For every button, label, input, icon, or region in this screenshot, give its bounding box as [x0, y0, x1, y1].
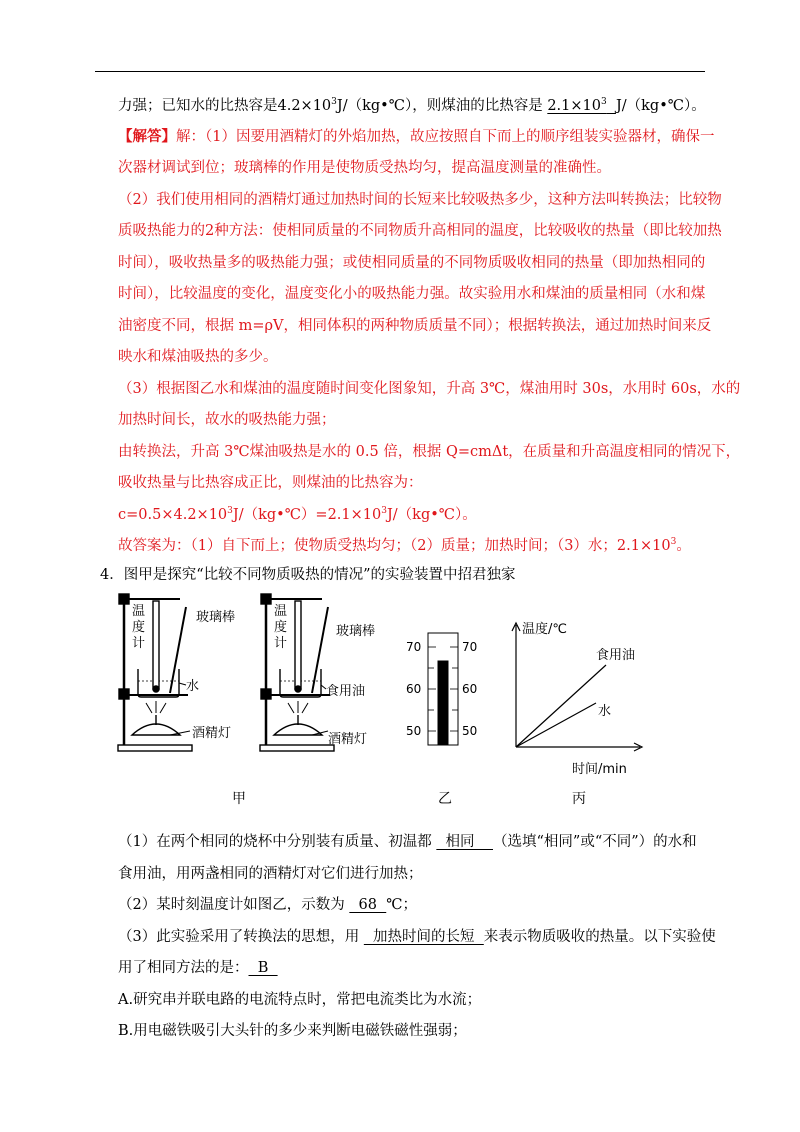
thermo-label-char: 温: [132, 604, 146, 619]
answer-blank: B: [248, 960, 278, 976]
thermo-label-char: 计: [274, 636, 288, 651]
answer-blank: 相同: [436, 834, 493, 850]
solution-line: 加热时间长，故水的吸热能力强；: [118, 412, 336, 428]
alcohol-lamp: [132, 724, 180, 735]
answer-blank: 68: [349, 897, 387, 913]
solution-line: 时间），比较温度的变化，温度变化小的吸热能力强。故实验用水和煤油的质量相同（水和煤: [118, 286, 706, 302]
glass-rod-label: 玻璃棒: [196, 610, 236, 625]
answer-blank: $2.1\times 10^3$: [547, 97, 607, 114]
graph-xlabel: 时间/min: [572, 762, 627, 777]
glass-rod-label: 玻璃棒: [336, 624, 376, 639]
solution-line: 油密度不同，根据 m=ρV，相同体积的两种物质质量不同）；根据转换法，通过加热时间来反: [118, 318, 712, 334]
thermo-label-char: 计: [132, 636, 146, 651]
solution-label: 【解答】: [118, 128, 176, 145]
thermo-label-char: 度: [132, 620, 146, 635]
series-label-oil: 食用油: [596, 648, 636, 663]
question-number: 4．: [100, 567, 124, 583]
option-a: A.研究串并联电路的电流特点时，常把电流类比为水流；: [118, 992, 482, 1008]
thermometer: [153, 601, 159, 689]
tick-label: 70: [462, 640, 478, 654]
series-line-oil: [516, 665, 606, 747]
solution-formula: $c=0.5\times 4.2\times 10^3J/(kg•℃)=2.1\times 10^3J/(kg•℃)$。: [118, 506, 477, 523]
question-part-3: （3）此实验采用了转换法的思想，用 加热时间的长短 来表示物质吸收的热量。以下实验使: [118, 929, 716, 945]
series-label-water: 水: [598, 704, 612, 719]
temperature-time-graph: [512, 623, 642, 751]
graph-ylabel: 温度/℃: [522, 622, 567, 637]
glass-rod: [170, 607, 186, 693]
tick-label: 50: [406, 724, 422, 738]
caption-jia: 甲: [232, 791, 246, 807]
solution-line: 时间），吸收热量多的吸热能力强；或使相同质量的不同物质吸收相同的热量（即加热相同的: [118, 255, 706, 271]
tick-label: 70: [406, 640, 422, 654]
caption-bing: 丙: [572, 791, 586, 807]
solution-answer: 故答案为：（1）自下而上；使物质受热均匀；（2）质量；加热时间；（3）水；$2.1\times 10^3$。: [118, 537, 691, 554]
thermometer-reading: [428, 633, 458, 745]
lamp-label: 酒精灯: [328, 732, 368, 747]
option-b: B.用电磁铁吸引大头针的多少来判断电磁铁磁性强弱；: [118, 1023, 467, 1039]
solution-line: 【解答】解：（1）因要用酒精灯的外焰加热，故应按照自下而上的顺序组装实验器材，确保一: [118, 128, 715, 145]
tick-label: 60: [406, 682, 422, 696]
liquid-label: 食用油: [326, 684, 366, 699]
series-line-water: [516, 703, 596, 747]
lamp-label: 酒精灯: [192, 726, 232, 741]
header-rule: [95, 71, 705, 72]
liquid-label: 水: [186, 679, 200, 694]
stand-base: [118, 745, 192, 751]
solution-line: 质吸热能力的2种方法：使相同质量的不同物质升高相同的温度，比较吸收的热量（即比较加热: [118, 223, 722, 239]
solution-line: 次器材调试到位；玻璃棒的作用是使物质受热均匀，提高温度测量的准确性。: [118, 160, 611, 176]
prev-answer-line: 力强；已知水的比热容是$4.2\times 10^3J/(kg•℃)$，则煤油的比热容是 $2.1\times 10^3$ J/（kg•℃）。: [118, 97, 706, 114]
thermo-label-char: 温: [274, 604, 288, 619]
question-4-stem: 4．图甲是探究“比较不同物质吸热的情况”的实验装置中招君独家: [100, 567, 516, 583]
answer-blank: 加热时间的长短: [363, 929, 484, 945]
experiment-figure: [100, 585, 660, 810]
solution-line: 映水和煤油吸热的多少。: [118, 349, 278, 365]
apparatus-oil: [260, 594, 334, 751]
solution-line: 吸收热量与比热容成正比，则煤油的比热容为：: [118, 475, 423, 491]
tick-label: 50: [462, 724, 478, 738]
tick-label: 60: [462, 682, 478, 696]
question-part-3-cont: 用了相同方法的是： B: [118, 960, 278, 976]
solution-line: （2）我们使用相同的酒精灯通过加热时间的长短来比较吸热多少，这种方法叫转换法；比较物: [118, 192, 722, 208]
question-part-2: （2）某时刻温度计如图乙，示数为 68 ℃；: [118, 897, 417, 913]
apparatus-water: [118, 594, 192, 751]
solution-line: 由转换法，升高 3℃煤油吸热是水的 0.5 倍，根据 Q=cmΔt，在质量和升高温度相同的情况下，: [118, 444, 741, 460]
question-part-1-cont: 食用油，用两盏相同的酒精灯对它们进行加热；: [118, 866, 423, 882]
caption-yi: 乙: [438, 791, 452, 807]
solution-line: （3）根据图乙水和煤油的温度随时间变化图象知，升高 3℃，煤油用时 30s，水用时 60s，水的: [118, 381, 741, 397]
question-part-1: （1）在两个相同的烧杯中分别装有质量、初温都 相同 （选填“相同”或“不同”）的水和: [118, 834, 697, 850]
thermo-label-char: 度: [274, 620, 288, 635]
